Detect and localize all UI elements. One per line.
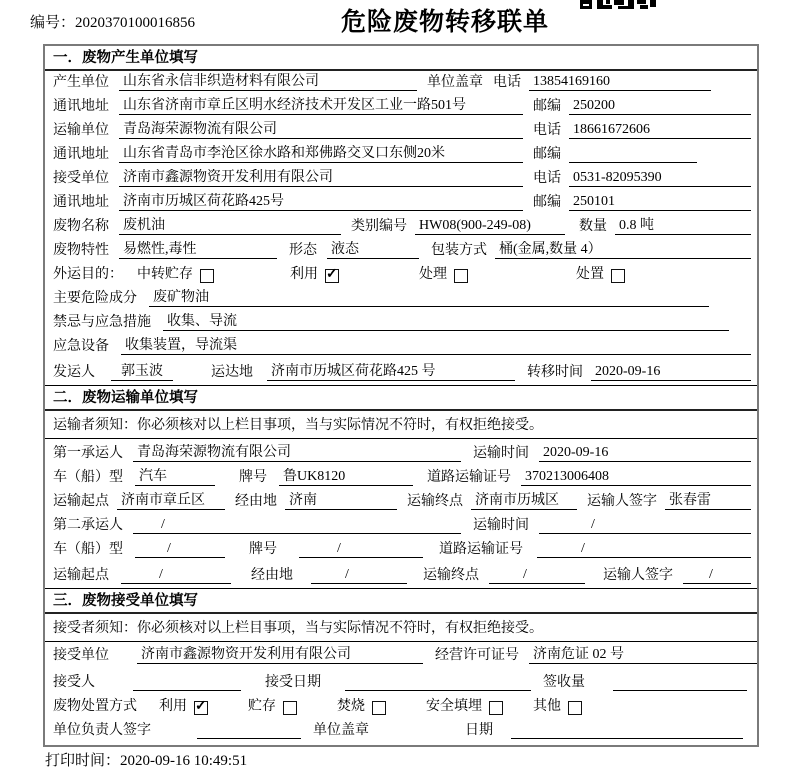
field-label: 禁忌与应急措施 xyxy=(53,315,151,330)
vehicle-type-value: / xyxy=(135,540,225,558)
packaging-value: 桶(金属,数量 4） xyxy=(495,241,751,259)
form-row-emergency-measures xyxy=(45,311,757,335)
phone-label: 电话 xyxy=(533,123,561,138)
responsible-sign-value xyxy=(197,738,301,739)
phone-value: 0531-82095390 xyxy=(569,169,751,187)
field-value: 济南市历城区荷花路425号 xyxy=(119,193,523,211)
receive-date-label: 接受日期 xyxy=(265,675,321,690)
form-state-value: 液态 xyxy=(327,241,419,259)
checkbox-icon xyxy=(454,269,468,283)
terminus-value: / xyxy=(489,566,585,584)
checkbox-label: 贮存 xyxy=(248,699,276,714)
unit-seal-label: 单位盖章 xyxy=(427,75,483,90)
field-value: 青岛海荣源物流有限公司 xyxy=(119,121,523,139)
terminus-label: 运输终点 xyxy=(423,568,479,583)
field-label: 产生单位 xyxy=(53,75,109,90)
checkbox-icon xyxy=(489,701,503,715)
form-row-route-1 xyxy=(45,490,757,514)
postcode-value xyxy=(569,162,697,163)
via-value: 济南 xyxy=(285,492,397,510)
received-amount-value xyxy=(613,690,747,691)
receiver-value xyxy=(133,690,241,691)
checkbox-label: 处置 xyxy=(576,267,604,282)
carrier-sign-label: 运输人签字 xyxy=(587,494,657,509)
carrier-label: 第二承运人 xyxy=(53,518,123,533)
transport-date-label: 运输时间 xyxy=(473,518,529,533)
form-row-transport-address xyxy=(45,143,757,167)
transport-date-value: 2020-09-16 xyxy=(539,444,751,462)
responsible-sign-label: 单位负责人签字 xyxy=(53,723,151,738)
receive-date-value xyxy=(345,690,531,691)
manifest-form xyxy=(43,44,759,747)
phone-label: 电话 xyxy=(493,75,521,90)
license-label: 经营许可证号 xyxy=(435,648,519,663)
checkbox-icon xyxy=(283,701,297,715)
form-row-consignor xyxy=(45,359,757,385)
print-time-value: 2020-09-16 10:49:51 xyxy=(120,753,248,768)
date-label: 日期 xyxy=(465,723,493,738)
checkbox-icon xyxy=(611,269,625,283)
via-label: 经由地 xyxy=(251,568,293,583)
form-row-receiver-person xyxy=(45,668,757,695)
form-row-first-carrier xyxy=(45,439,757,466)
form-row-producer-unit xyxy=(45,71,757,95)
quantity-label: 数量 xyxy=(579,219,607,234)
field-value: 废矿物油 xyxy=(149,289,709,307)
transport-date-value: / xyxy=(539,516,751,534)
phone-value: 13854169160 xyxy=(529,73,711,91)
origin-label: 运输起点 xyxy=(53,568,109,583)
origin-value: / xyxy=(121,566,231,584)
carrier-sign-value: 张春雷 xyxy=(665,492,751,510)
plate-value: 鲁UK8120 xyxy=(279,468,413,486)
postcode-value: 250101 xyxy=(569,193,751,211)
vehicle-type-label: 车（船）型 xyxy=(53,542,123,557)
page-title: 危险废物转移联单 xyxy=(340,8,549,36)
receiver-label: 接受人 xyxy=(53,675,95,690)
checkbox-option xyxy=(337,698,386,715)
field-label: 废物特性 xyxy=(53,243,109,258)
form-row-disposal-method xyxy=(45,695,757,719)
serial-label: 编号： xyxy=(30,15,76,31)
field-label: 运输单位 xyxy=(53,123,109,138)
field-label: 应急设备 xyxy=(53,339,109,354)
carrier-value: 青岛海荣源物流有限公司 xyxy=(133,444,461,462)
section-producer-heading: 一．废物产生单位填写 xyxy=(45,46,757,71)
form-state-label: 形态 xyxy=(289,243,317,258)
section-receiver-heading: 三．废物接受单位填写 xyxy=(45,588,757,614)
checkbox-icon xyxy=(194,701,208,715)
field-label: 通讯地址 xyxy=(53,99,109,114)
receive-unit-value: 济南市鑫源物资开发利用有限公司 xyxy=(137,646,423,664)
form-row-route-2 xyxy=(45,562,757,588)
section-transporter-heading: 二．废物运输单位填写 xyxy=(45,385,757,411)
field-value: 山东省永信非织造材料有限公司 xyxy=(119,73,417,91)
checkbox-option xyxy=(137,266,214,283)
checkbox-label: 焚烧 xyxy=(337,699,365,714)
print-time-label: 打印时间： xyxy=(45,753,121,768)
packaging-label: 包装方式 xyxy=(431,243,487,258)
road-permit-label: 道路运输证号 xyxy=(439,542,523,557)
via-label: 经由地 xyxy=(235,494,277,509)
plate-label: 牌号 xyxy=(249,542,277,557)
road-permit-value: / xyxy=(537,540,751,558)
origin-value: 济南市章丘区 xyxy=(117,492,225,510)
checkbox-label: 中转贮存 xyxy=(137,267,193,282)
consignor-label: 发运人 xyxy=(53,365,95,380)
transfer-date-label: 转移时间 xyxy=(527,365,583,380)
receive-unit-label: 接受单位 xyxy=(53,648,109,663)
carrier-sign-label: 运输人签字 xyxy=(603,568,673,583)
transporter-notice: 运输者须知：你必须核对以上栏目事项，当与实际情况不符时，有权拒绝接受。 xyxy=(45,411,757,439)
postcode-label: 邮编 xyxy=(533,147,561,162)
field-value: 山东省济南市章丘区明水经济技术开发区工业一路501号 xyxy=(119,97,523,115)
form-row-vehicle-2 xyxy=(45,538,757,562)
phone-value: 18661672606 xyxy=(569,121,751,139)
disposal-label: 废物处置方式 xyxy=(53,699,137,714)
form-row-transport-unit xyxy=(45,119,757,143)
postcode-label: 邮编 xyxy=(533,195,561,210)
transport-date-label: 运输时间 xyxy=(473,446,529,461)
received-amount-label: 签收量 xyxy=(543,675,585,690)
origin-label: 运输起点 xyxy=(53,494,109,509)
form-row-receiver-unit xyxy=(45,167,757,191)
purpose-label: 外运目的： xyxy=(53,267,123,282)
checkbox-option xyxy=(290,266,339,283)
field-label: 主要危险成分 xyxy=(53,291,137,306)
date-value xyxy=(511,738,743,739)
field-label: 废物名称 xyxy=(53,219,109,234)
checkbox-icon xyxy=(200,269,214,283)
form-row-vehicle-1 xyxy=(45,466,757,490)
checkbox-label: 利用 xyxy=(159,699,187,714)
form-row-hazard-components xyxy=(45,287,757,311)
destination-value: 济南市历城区荷花路425 号 xyxy=(267,363,515,381)
plate-label: 牌号 xyxy=(239,470,267,485)
field-label: 通讯地址 xyxy=(53,195,109,210)
license-value: 济南危证 02 号 xyxy=(529,646,757,664)
checkbox-option xyxy=(419,266,468,283)
checkbox-icon xyxy=(568,701,582,715)
checkbox-option xyxy=(159,698,208,715)
road-permit-label: 道路运输证号 xyxy=(427,470,511,485)
print-time xyxy=(45,749,247,768)
carrier-sign-value: / xyxy=(683,566,751,584)
carrier-label: 第一承运人 xyxy=(53,446,123,461)
destination-label: 运达地 xyxy=(211,365,253,380)
checkbox-option xyxy=(576,266,625,283)
checkbox-label: 其他 xyxy=(533,699,561,714)
checkbox-label: 安全填埋 xyxy=(426,699,482,714)
via-value: / xyxy=(311,566,407,584)
checkbox-label: 利用 xyxy=(290,267,318,282)
category-code-value: HW08(900-249-08) xyxy=(415,217,565,235)
checkbox-icon xyxy=(372,701,386,715)
form-row-waste-name xyxy=(45,215,757,239)
vehicle-type-label: 车（船）型 xyxy=(53,470,123,485)
carrier-value: / xyxy=(133,516,461,534)
field-value: 收集装置，导流渠 xyxy=(121,337,751,355)
qr-code-icon xyxy=(580,0,656,9)
traits-value: 易燃性,毒性 xyxy=(119,241,277,259)
form-row-receiver-address xyxy=(45,191,757,215)
unit-seal-label: 单位盖章 xyxy=(313,723,369,738)
transfer-date-value: 2020-09-16 xyxy=(591,363,751,381)
form-row-responsible-signature xyxy=(45,719,757,743)
plate-value: / xyxy=(299,540,423,558)
checkbox-option xyxy=(248,698,297,715)
form-row-second-carrier xyxy=(45,514,757,538)
postcode-label: 邮编 xyxy=(533,99,561,114)
phone-label: 电话 xyxy=(533,171,561,186)
terminus-label: 运输终点 xyxy=(407,494,463,509)
quantity-value: 0.8 吨 xyxy=(615,217,751,235)
field-value: 济南市鑫源物资开发利用有限公司 xyxy=(119,169,523,187)
waste-name-value: 废机油 xyxy=(119,217,341,235)
field-value: 收集、导流 xyxy=(163,313,729,331)
checkbox-option xyxy=(426,698,503,715)
checkbox-icon xyxy=(325,269,339,283)
checkbox-label: 处理 xyxy=(419,267,447,282)
field-label: 通讯地址 xyxy=(53,147,109,162)
postcode-value: 250200 xyxy=(569,97,751,115)
field-label: 接受单位 xyxy=(53,171,109,186)
category-code-label: 类别编号 xyxy=(351,219,407,234)
form-row-waste-traits xyxy=(45,239,757,263)
checkbox-option xyxy=(533,698,582,715)
field-value: 山东省青岛市李沧区徐水路和郑佛路交叉口东侧20米 xyxy=(119,145,523,163)
consignor-value: 郭玉波 xyxy=(111,363,173,381)
form-row-receive-unit xyxy=(45,642,757,668)
form-row-emergency-equipment xyxy=(45,335,757,359)
terminus-value: 济南市历城区 xyxy=(471,492,577,510)
form-row-producer-address xyxy=(45,95,757,119)
receiver-notice: 接受者须知：你必须核对以上栏目事项，当与实际情况不符时，有权拒绝接受。 xyxy=(45,614,757,642)
form-row-transfer-purpose xyxy=(45,263,757,287)
road-permit-value: 370213006408 xyxy=(521,468,751,486)
serial-value: 2020370100016856 xyxy=(75,15,196,31)
vehicle-type-value: 汽车 xyxy=(135,468,215,486)
